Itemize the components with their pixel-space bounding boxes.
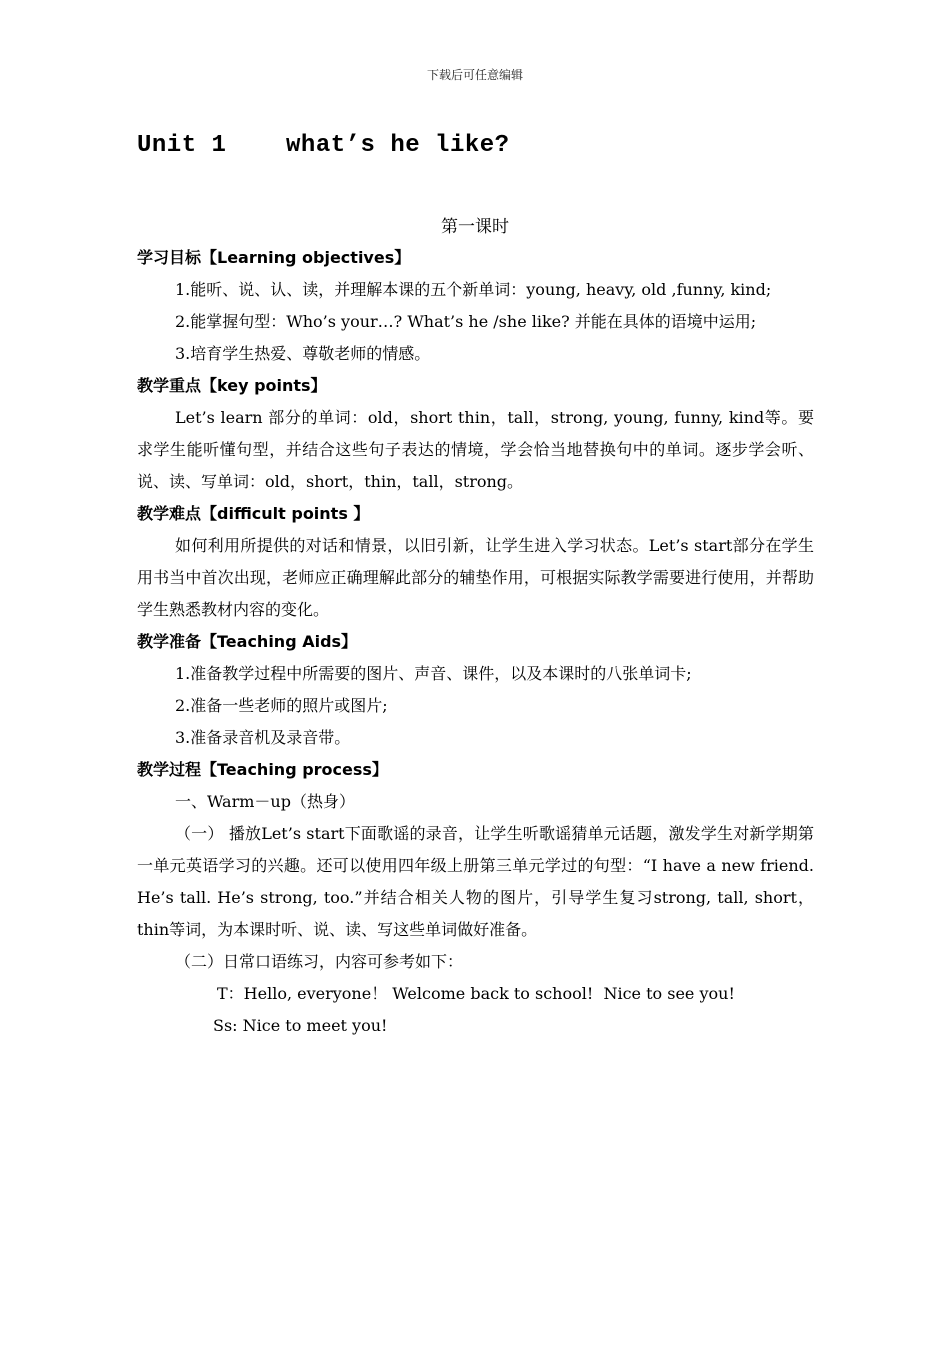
key-points-heading: 教学重点【key points】 xyxy=(137,376,327,395)
difficult-points-heading: 教学难点【difficult points 】 xyxy=(137,504,370,523)
header-note: 下载后可任意编辑 xyxy=(426,68,523,82)
lesson-title: 第一课时 xyxy=(441,217,509,237)
unit-title: Unit 1 what’s he like? xyxy=(137,132,510,159)
teaching-aid-item: 1.准备教学过程中所需要的图片、声音、课件，以及本课时的八张单词卡; xyxy=(175,664,692,683)
teaching-aid-item: 2.准备一些老师的照片或图片; xyxy=(175,696,388,715)
difficult-points-text: 如何利用所提供的对话和情景，以旧引新，让学生进入学习状态。Let’s start部分在学生用书当中首次出现，老师应正确理解此部分的辅垫作用，可根据实际教学需要进行使用，并帮助学生熟悉教材内容的变化。 xyxy=(137,536,814,619)
teaching-aids-heading: 教学准备【Teaching Aids】 xyxy=(137,632,358,651)
warmup-title: 一、Warm－up（热身） xyxy=(175,792,355,811)
dialog-students: Ss: Nice to meet you! xyxy=(213,1016,388,1035)
key-points-text: Let’s learn 部分的单词：old，short thin，tall，strong, young, funny, kind等。要求学生能听懂句型，并结合这些句子表达的情境，学会恰当地替换句中的单词。逐步学会听、说、读、写单词：old，short，thin，tall，strong。 xyxy=(137,408,814,491)
dialog-teacher: T：Hello, everyone！ Welcome back to school! Nice to see you! xyxy=(217,984,735,1003)
process-step-2: （二）日常口语练习，内容可参考如下： xyxy=(175,952,464,971)
teaching-aid-item: 3.准备录音机及录音带。 xyxy=(175,728,351,747)
process-step-1: （一） 播放Let’s start下面歌谣的录音，让学生听歌谣猜单元话题，激发学生对新学期第一单元英语学习的兴趣。还可以使用四年级上册第三单元学过的句型：“I have a new friend. He’s tall. He’s strong, too.”并结合相关人物的图片，引导学生复习strong, tall, short，thin等词，为本课时听、说、读、写这些单词做好准备。 xyxy=(137,824,814,939)
process-heading: 教学过程【Teaching process】 xyxy=(137,760,388,779)
document-body xyxy=(137,242,814,1042)
objective-item: 3.培育学生热爱、尊敬老师的情感。 xyxy=(175,344,431,363)
objective-item: 1.能听、说、认、读，并理解本课的五个新单词：young, heavy, old ,funny, kind; xyxy=(175,280,772,299)
objective-item: 2.能掌握句型：Who’s your…? What’s he /she like? 并能在具体的语境中运用; xyxy=(175,312,757,331)
objectives-heading: 学习目标【Learning objectives】 xyxy=(137,248,411,267)
